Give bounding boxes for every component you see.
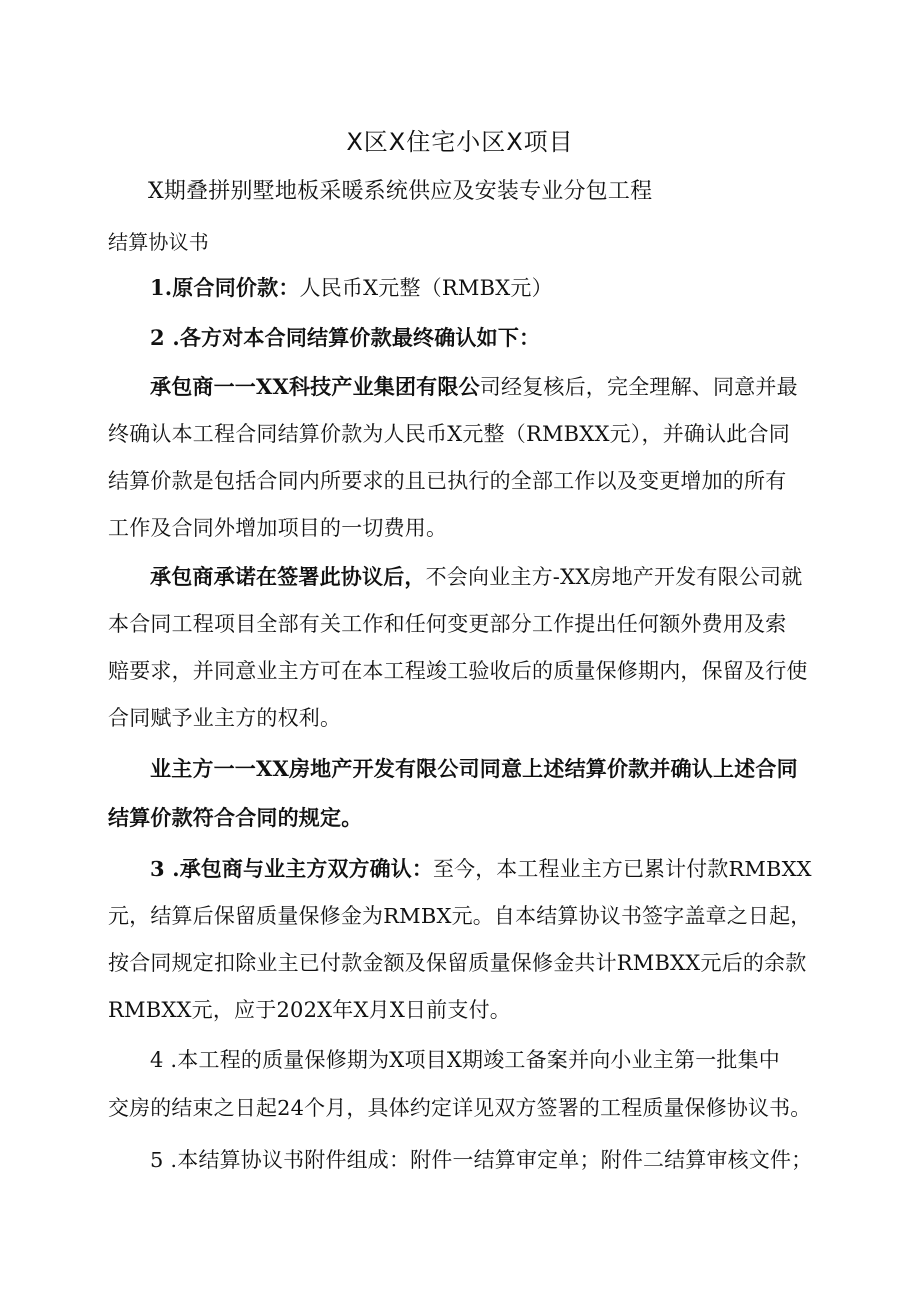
para-2-text: 不会向业主方-XX房地产开发有限公司就 bbox=[425, 565, 803, 589]
item-2-para-2-line-1 bbox=[150, 563, 802, 591]
item-2-heading: 2 .各方对本合同结算价款最终确认如下： bbox=[150, 325, 541, 350]
item-2-para-1-line-4: 工作及合同外增加项目的一切费用。 bbox=[108, 516, 448, 540]
document-name: 结算协议书 bbox=[108, 230, 209, 254]
item-2-para-3-line-1: 业主方一一XX房地产开发有限公司同意上述结算价款并确认上述合同 bbox=[150, 756, 798, 781]
item-2-para-3-line-2: 结算价款符合合同的规定。 bbox=[108, 805, 363, 830]
item-1-label: 1.原合同价款： bbox=[150, 275, 300, 300]
contractor-commitment: 承包商承诺在签署此协议后， bbox=[150, 564, 426, 589]
item-1 bbox=[150, 274, 553, 302]
document-subtitle: X期叠拼别墅地板采暖系统供应及安装专业分包工程 bbox=[148, 179, 653, 204]
item-3-line-4: RMBXX元，应于202X年X月X日前支付。 bbox=[108, 998, 511, 1022]
item-4-line-1: 4 .本工程的质量保修期为X项目X期竣工备案并向小业主第一批集中 bbox=[150, 1048, 781, 1072]
item-5-line-1: 5 .本结算协议书附件组成：附件一结算审定单；附件二结算审核文件； bbox=[150, 1148, 813, 1172]
document-title: X区X住宅小区X项目 bbox=[346, 128, 574, 156]
item-1-text: 人民币X元整（RMBX元） bbox=[299, 276, 553, 300]
item-4-line-2: 交房的结束之日起24个月，具体约定详见双方签署的工程质量保修协议书。 bbox=[108, 1096, 812, 1120]
item-3-line-2: 元，结算后保留质量保修金为RMBX元。自本结算协议书签字盖章之日起， bbox=[108, 904, 812, 928]
item-2-para-1-line-3: 结算价款是包括合同内所要求的且已执行的全部工作以及变更增加的所有 bbox=[108, 469, 787, 493]
item-2-para-2-line-2: 本合同工程项目全部有关工作和任何变更部分工作提出任何额外费用及索 bbox=[108, 612, 787, 636]
item-3-label: 3 .承包商与业主方双方确认： bbox=[150, 856, 433, 881]
item-2-para-1-line-2: 终确认本工程合同结算价款为人民币X元整（RMBXX元），并确认此合同 bbox=[108, 422, 790, 446]
item-2-para-2-line-4: 合同赋予业主方的权利。 bbox=[108, 706, 342, 730]
para-1-text: 司经复核后，完全理解、同意并最 bbox=[479, 375, 798, 399]
item-2-para-1-line-1 bbox=[150, 373, 798, 401]
item-3-text: 至今，本工程业主方已累计付款RMBXX bbox=[432, 857, 812, 881]
item-3-line-1 bbox=[150, 855, 812, 883]
item-2-para-2-line-3: 赔要求，并同意业主方可在本工程竣工验收后的质量保修期内，保留及行使 bbox=[108, 659, 808, 683]
contractor-name: 承包商一一XX科技产业集团有限公 bbox=[150, 374, 480, 399]
item-3-line-3: 按合同规定扣除业主已付款金额及保留质量保修金共计RMBXX元后的余款 bbox=[108, 951, 807, 975]
